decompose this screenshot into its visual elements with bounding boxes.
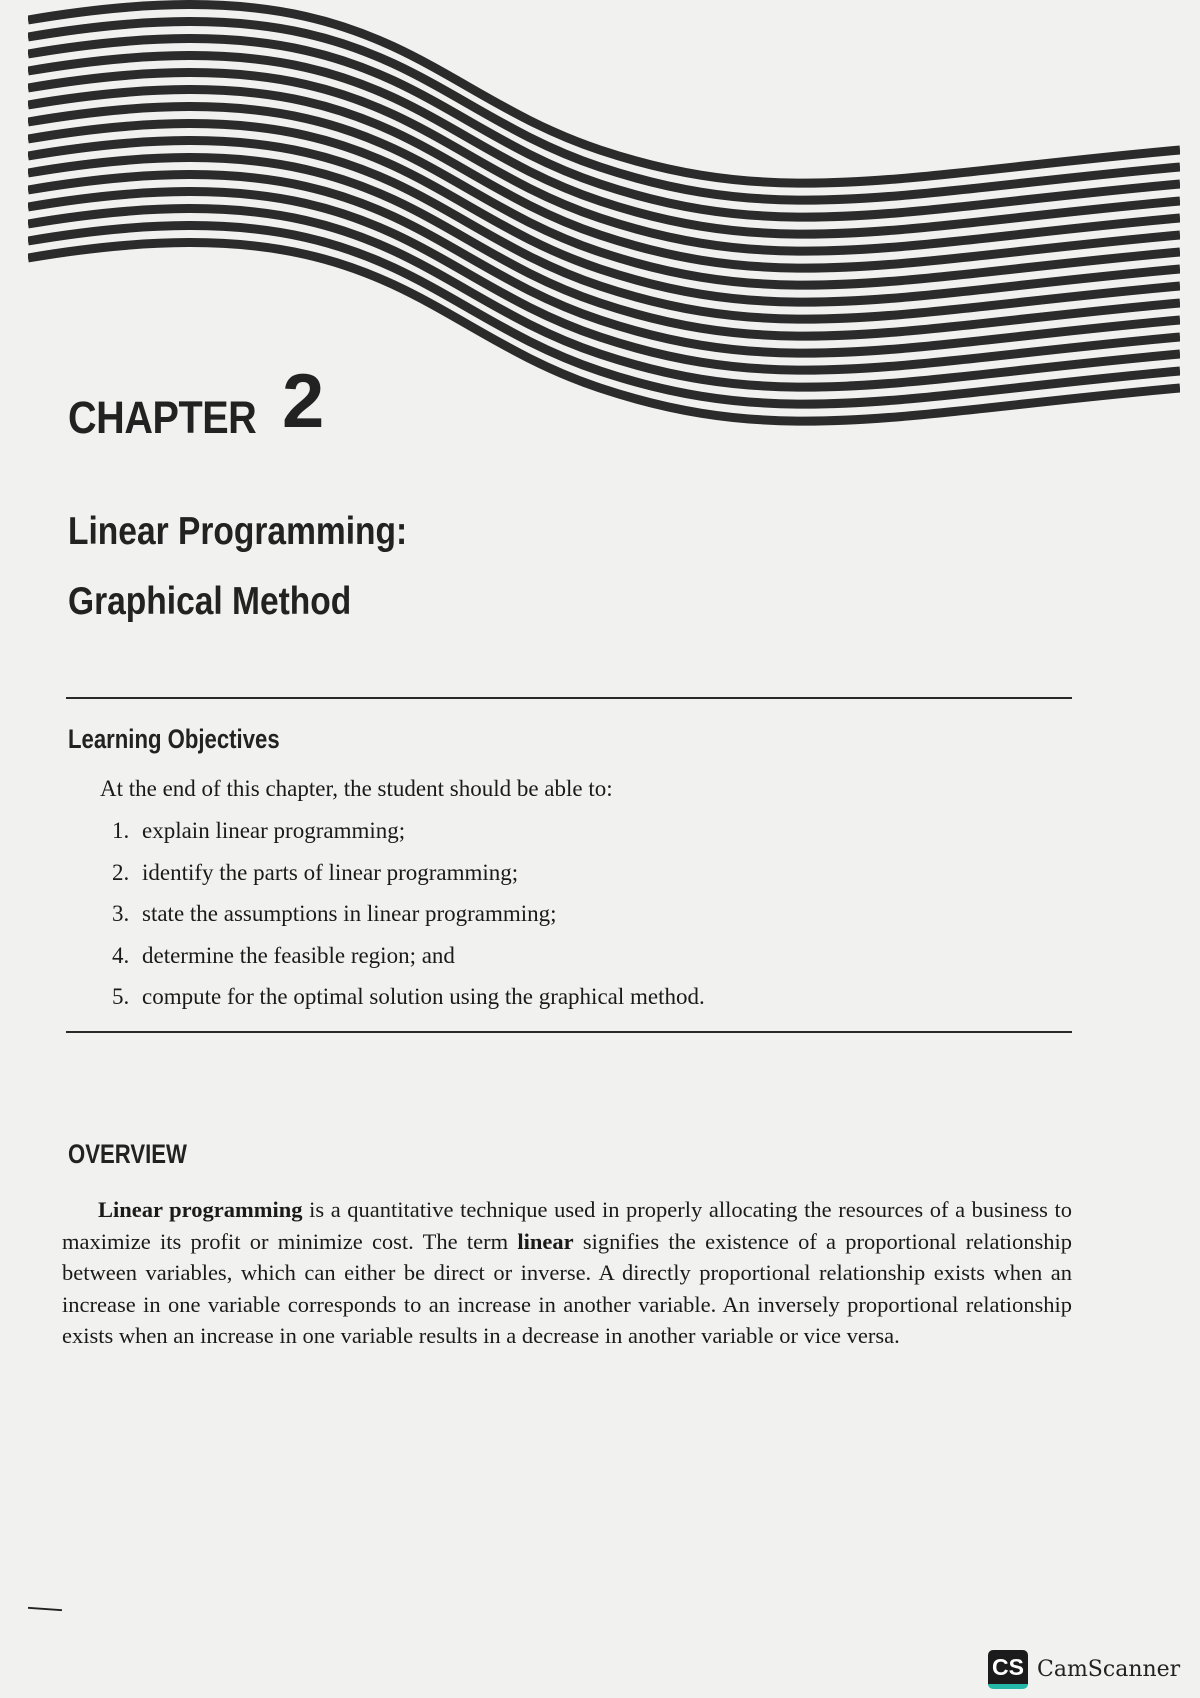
wave-edge-mask (1180, 0, 1200, 460)
learning-objectives-intro: At the end of this chapter, the student should be able to: (100, 776, 613, 801)
chapter-number: 2 (282, 359, 325, 444)
objective-item (112, 942, 705, 984)
overview-paragraph (62, 1194, 1072, 1352)
overview-text-part-1: is a quantitative technique used in properly allocating the resources of a business to maximize its profit or minimize cost. The term (62, 1197, 1072, 1254)
camscanner-logo-icon: CS (988, 1650, 1028, 1689)
scan-mark (28, 1607, 62, 1611)
objective-text: determine the feasible region; and (142, 942, 455, 968)
objective-text: compute for the optimal solution using the graphical method. (142, 984, 705, 1009)
learning-objectives-heading: Learning Objectives (68, 724, 280, 754)
term-linear-programming: Linear programming (98, 1197, 303, 1222)
objective-number: 2. (112, 859, 130, 885)
learning-objectives-list (112, 817, 705, 1025)
chapter-title-line-2: Graphical Method (68, 580, 352, 623)
objective-number: 5. (112, 984, 130, 1009)
chapter-label: CHAPTER (68, 392, 257, 443)
objective-item (112, 859, 705, 901)
top-divider (66, 697, 1072, 699)
overview-heading: OVERVIEW (68, 1139, 187, 1169)
objective-text: explain linear programming; (142, 818, 406, 843)
objective-number: 4. (112, 942, 130, 968)
term-linear: linear (517, 1228, 574, 1254)
objective-item (112, 900, 705, 942)
wave-edge-mask (0, 0, 28, 460)
objective-text: identify the parts of linear programming; (142, 859, 519, 885)
overview-text-part-2: signifies the existence of a proportional relationship between variables, which can either be direct or inverse. A directly proportional relationship exists when an increase in one variable corresponds to an increase in another variable. An inversely proportional relationship exists when an increase in one variable results in a decrease in another variable or vice versa. (62, 1228, 1073, 1348)
chapter-title-line-1: Linear Programming: (68, 510, 408, 553)
objective-item (112, 817, 705, 859)
bottom-divider (66, 1031, 1072, 1033)
objective-number: 1. (112, 818, 130, 843)
objective-item (112, 983, 705, 1025)
decorative-wave-stripes (0, 0, 1200, 460)
camscanner-label: CamScanner (1037, 1657, 1181, 1682)
camscanner-watermark (988, 1650, 1180, 1689)
objective-number: 3. (112, 901, 130, 926)
objective-text: state the assumptions in linear programming; (142, 901, 557, 926)
